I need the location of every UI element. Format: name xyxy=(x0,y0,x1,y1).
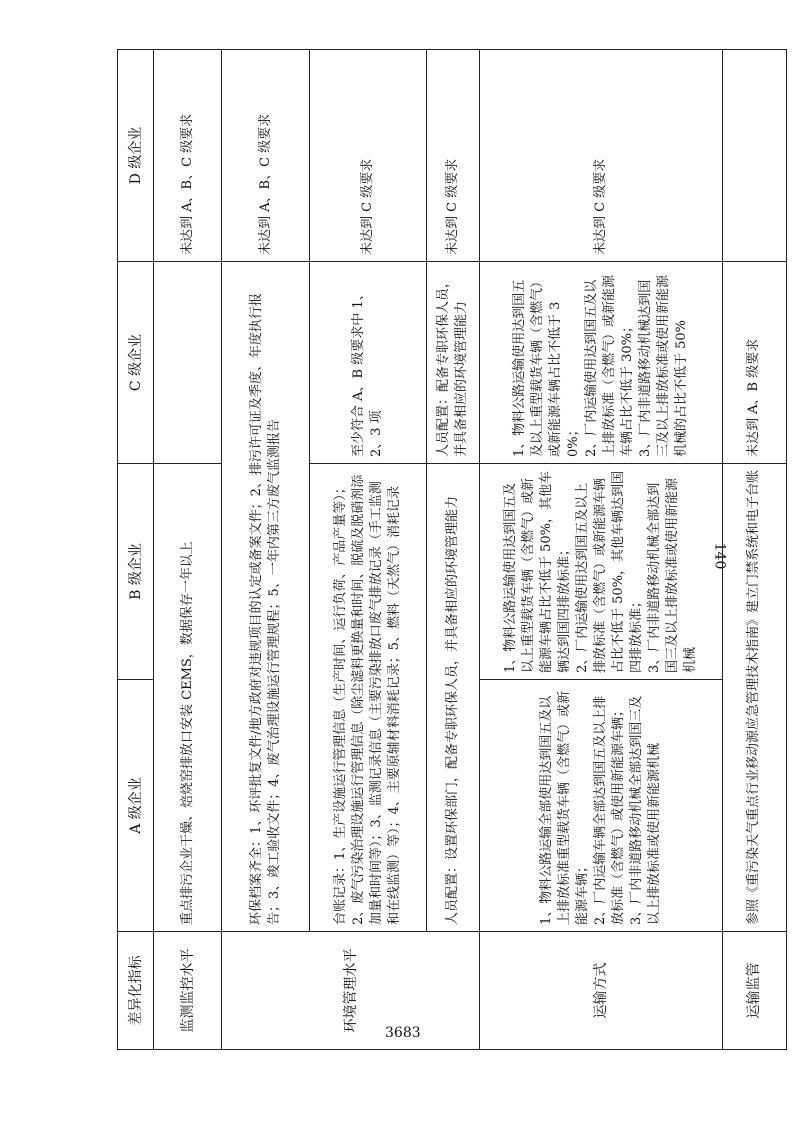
monitoring-ab: 重点排污企业干燥、焙烧窑排放口安装 CEMS，数据保存一年以上 xyxy=(154,464,222,932)
header-grade-a: A 级企业 xyxy=(118,680,154,932)
header-grade-c: C 级企业 xyxy=(118,262,154,464)
supervision-c: 未达到 A、B 级要求 xyxy=(722,262,786,464)
table-row xyxy=(222,50,310,1050)
row-label-transport: 运输方式 xyxy=(480,932,723,1050)
ledger-d: 未达到 C 级要求 xyxy=(310,50,427,262)
transport-c: 1、物料公路运输使用达到国五及以上重型载货车辆（含燃气）或新能源车辆占比不低于 30%； 2、厂内运输使用达到国五及以上排放标准（含燃气）或新能源车辆占比不低于 30%； 3、厂内非道路移动机械达到国三及以上排放标准或使用新能源机械的占比不低于 50% xyxy=(480,262,723,464)
page-number-rotated: 140 xyxy=(711,542,728,570)
ledger-c: 至少符合 A、B 级要求中 1、2、3 项 xyxy=(310,262,427,464)
supervision-ab: 参照《重污染天气重点行业移动源应急管理技术指南》建立门禁系统和电子台账 xyxy=(722,464,786,932)
transport-a: 1、物料公路运输全部使用达到国五及以上排放标准重型载货车辆（含燃气）或新能源车辆； 2、厂内运输车辆全部达到国五及以上排放标准（含燃气）或使用新能源车辆； 3、厂内非道路移动机械全部达到国三及以上排放标准或使用新能源机械 xyxy=(480,680,723,932)
table-row xyxy=(310,50,427,1050)
header-indicator: 差异化指标 xyxy=(118,932,154,1050)
row-label-supervision: 运输监管 xyxy=(722,932,786,1050)
header-grade-d: D 级企业 xyxy=(118,50,154,262)
monitoring-d: 未达到 A、B、C 级要求 xyxy=(154,50,222,262)
supervision-d xyxy=(722,50,786,262)
page-number: 3683 xyxy=(385,1025,421,1041)
staff-c: 人员配置：配备专职环保人员，并具备相应的环境管理能力 xyxy=(427,262,480,464)
archives-d: 未达到 A、B、C 级要求 xyxy=(222,50,310,262)
table-row xyxy=(722,50,786,1050)
row-label-monitoring: 监测监控水平 xyxy=(154,932,222,1050)
archives-abc: 环保档案齐全：1、环评批复文件/地方政府对违规项目的认定或备案文件；2、排污许可证及季度、年度执行报告；3、竣工验收文件；4、废气治理设施运行管理规程；5、一年内第三方废气监测报告 xyxy=(222,262,310,932)
monitoring-c xyxy=(154,262,222,464)
ledger-ab: 台账记录：1、生产设施运行管理信息（生产时间、运行负荷、产品产量等）；2、废气污染治理设施运行管理信息（除尘滤料更换量和时间、脱硫及脱硝剂添加量和时间等）；3、监测记录信息（主要污染排放口废气排放记录（手工监测和在线监测）等）；4、主要原辅材料消耗记录；5、燃料（天然气）消耗记录 xyxy=(310,464,427,932)
rotated-table-container xyxy=(117,50,787,1050)
staff-ab: 人员配置：设置环保部门，配备专职环保人员，并具备相应的环境管理能力 xyxy=(427,464,480,932)
staff-d: 未达到 C 级要求 xyxy=(427,50,480,262)
header-grade-b: B 级企业 xyxy=(118,464,154,680)
table-row xyxy=(480,50,723,1050)
transport-b: 1、物料公路运输使用达到国五及以上重型载货车辆（含燃气）或新能源车辆占比不低于 50%，其他车辆达到国四排放标准； 2、厂内运输使用达到国五及以上排放标准（含燃气）或新能源车辆占比不低于 50%，其他车辆达到国四排放标准； 3、厂内非道路移动机械全部达到国三及以上排放标准或使用新能源机械 xyxy=(480,464,723,680)
row-label-env-management: 环境管理水平 xyxy=(222,932,480,1050)
differentiation-indicator-table xyxy=(117,49,787,1050)
table-row xyxy=(427,50,480,1050)
header-row xyxy=(118,50,154,1050)
transport-d: 未达到 C 级要求 xyxy=(480,50,723,262)
table-row xyxy=(154,50,222,1050)
